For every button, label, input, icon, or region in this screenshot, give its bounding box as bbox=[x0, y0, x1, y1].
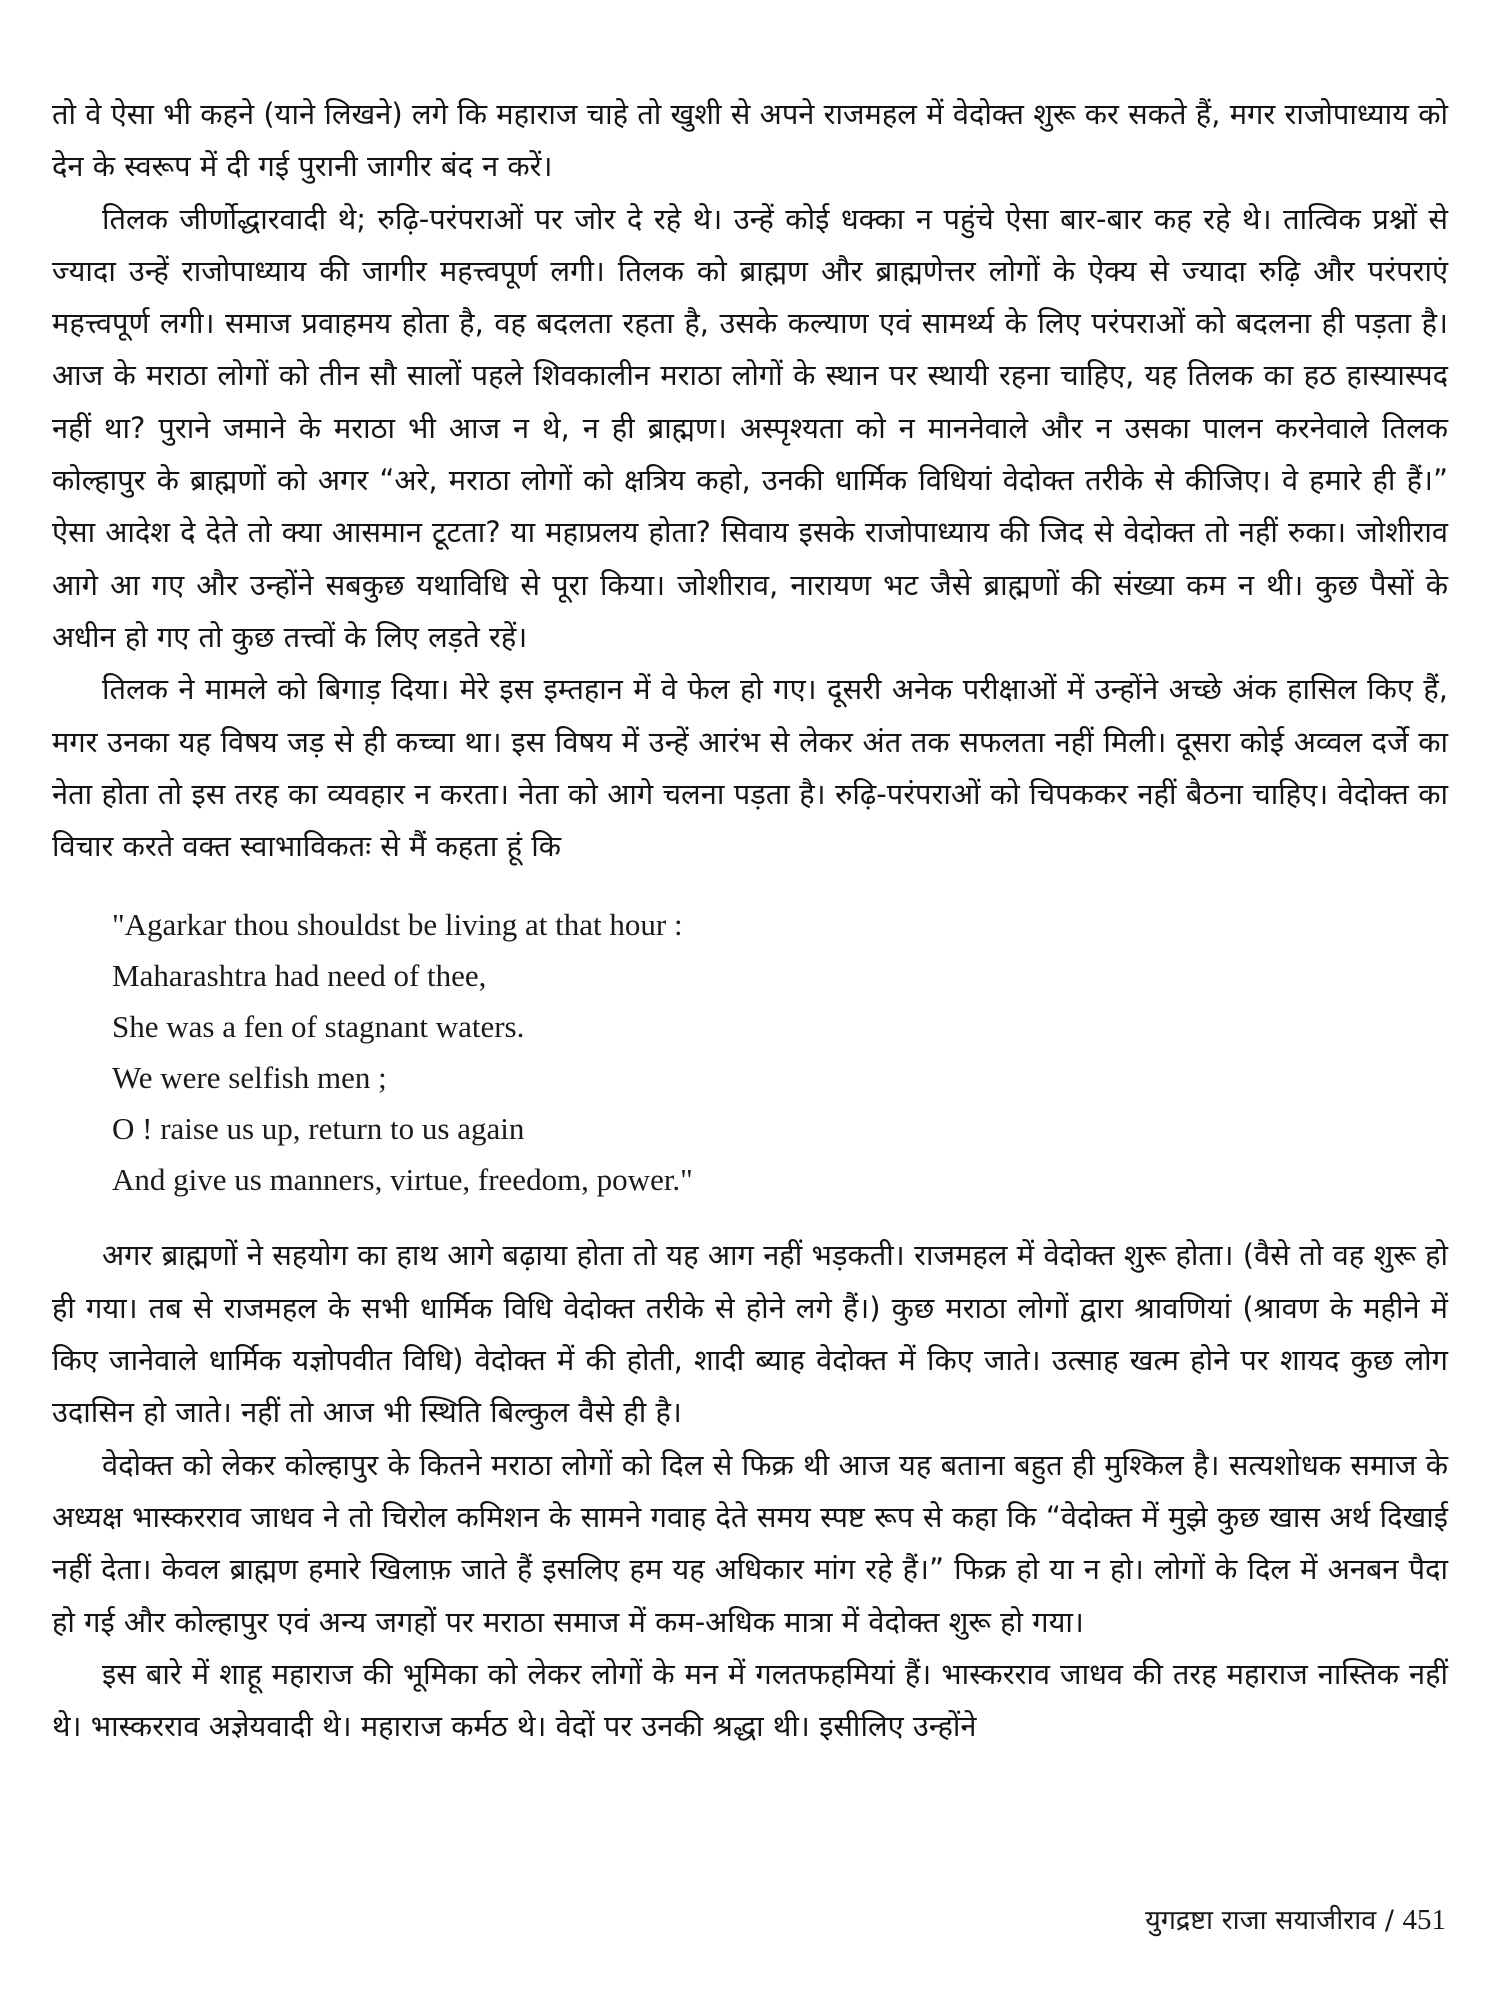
paragraph-3: तिलक ने मामले को बिगाड़ दिया। मेरे इस इम्तहान में वे फेल हो गए। दूसरी अनेक परीक्षाओं में उन्होंने अच्छे अंक हासिल किए हैं, मगर उनका यह विषय जड़ से ही कच्चा था। इस विषय में उन्हें आरंभ से लेकर अंत तक सफलता नहीं मिली। दूसरा कोई अव्वल दर्जे का नेता होता तो इस तरह का व्यवहार न करता। नेता को आगे चलना पड़ता है। रुढ़ि-परंपराओं को चिपककर नहीं बैठना चाहिए। वेदोक्त का विचार करते वक्त स्वाभाविकतः से मैं कहता हूं कि bbox=[52, 672, 1448, 864]
paragraph-5: वेदोक्त को लेकर कोल्हापुर के कितने मराठा लोगों को दिल से फिक्र थी आज यह बताना बहुत ही मुश्किल है। सत्यशोधक समाज के अध्यक्ष भास्करराव जाधव ने तो चिरोल कमिशन के सामने गवाह देते समय स्पष्ट रूप से कहा कि “वेदोक्त में मुझे कुछ खास अर्थ दिखाई नहीं देता। केवल ब्राह्मण हमारे खिलाफ़ जाते हैं इसलिए हम यह अधिकार मांग रहे हैं।” फिक्र हो या न हो। लोगों के दिल में अनबन पैदा हो गई और कोल्हापुर एवं अन्य जगहों पर मराठा समाज में कम-अधिक मात्रा में वेदोक्त शुरू हो गया। bbox=[52, 1447, 1448, 1639]
paragraph-6: इस बारे में शाहू महाराज की भूमिका को लेकर लोगों के मन में गलतफहमियां हैं। भास्करराव जाधव की तरह महाराज नास्तिक नहीं थे। भास्करराव अज्ञेयवादी थे। महाराज कर्मठ थे। वेदों पर उनकी श्रद्धा थी। इसीलिए उन्होंने bbox=[52, 1656, 1448, 1744]
poem-line: We were selfish men ; bbox=[112, 1060, 387, 1096]
poem-line: And give us manners, virtue, freedom, power." bbox=[112, 1162, 693, 1198]
paragraph-4: अगर ब्राह्मणों ने सहयोग का हाथ आगे बढ़ाया होता तो यह आग नहीं भड़कती। राजमहल में वेदोक्त शुरू होता। (वैसे तो वह शुरू हो ही गया। तब से राजमहल के सभी धार्मिक विधि वेदोक्त तरीके से होने लगे हैं।) कुछ मराठा लोगों द्वारा श्रावणियां (श्रावण के महीने में किए जानेवाले धार्मिक यज्ञोपवीत विधि) वेदोक्त में की होती, शादी ब्याह वेदोक्त में किए जाते। उत्साह खत्म होने पर शायद कुछ लोग उदासिन हो जाते। नहीं तो आज भी स्थिति बिल्कुल वैसे ही है। bbox=[52, 1238, 1448, 1430]
page-footer bbox=[1145, 1900, 1446, 1937]
paragraph-2: तिलक जीर्णोद्धारवादी थे; रुढ़ि-परंपराओं पर जोर दे रहे थे। उन्हें कोई धक्का न पहुंचे ऐसा बार-बार कह रहे थे। तात्विक प्रश्नों से ज्यादा उन्हें राजोपाध्याय की जागीर महत्त्वपूर्ण लगी। तिलक को ब्राह्मण और ब्राह्मणेत्तर लोगों के ऐक्य से ज्यादा रुढ़ि और परंपराएं महत्त्वपूर्ण लगी। समाज प्रवाहमय होता है, वह बदलता रहता है, उसके कल्याण एवं सामर्थ्य के लिए परंपराओं को बदलना ही पड़ता है। आज के मराठा लोगों को तीन सौ सालों पहले शिवकालीन मराठा लोगों के स्थान पर स्थायी रहना चाहिए, यह तिलक का हठ हास्यास्पद नहीं था? पुराने जमाने के मराठा भी आज न थे, न ही ब्राह्मण। अस्पृश्यता को न माननेवाले और न उसका पालन करनेवाले तिलक कोल्हापुर के ब्राह्मणों को अगर “अरे, मराठा लोगों को क्षत्रिय कहो, उनकी धार्मिक विधियां वेदोक्त तरीके से कीजिए। वे हमारे ही हैं।” ऐसा आदेश दे देते तो क्या आसमान टूटता? या महाप्रलय होता? सिवाय इसके राजोपाध्याय की जिद से वेदोक्त तो नहीं रुका। जोशीराव आगे आ गए और उन्होंने सबकुछ यथाविधि से पूरा किया। जोशीराव, नारायण भट जैसे ब्राह्मणों की संख्या कम न थी। कुछ पैसों के अधीन हो गए तो कुछ तत्त्वों के लिए लड़ते रहें। bbox=[52, 201, 1448, 654]
poem-line: "Agarkar thou shouldst be living at that hour : bbox=[112, 907, 683, 943]
quoted-poem bbox=[112, 899, 1448, 1205]
footer-book-title: युगद्रष्टा राजा सयाजीराव bbox=[1145, 1905, 1377, 1936]
poem-line: O ! raise us up, return to us again bbox=[112, 1111, 525, 1147]
poem-line: Maharashtra had need of thee, bbox=[112, 958, 487, 994]
footer-separator: / bbox=[1376, 1905, 1403, 1936]
page-body bbox=[52, 88, 1448, 1752]
page-number: 451 bbox=[1402, 1904, 1446, 1936]
paragraph-1: तो वे ऐसा भी कहने (याने लिखने) लगे कि महाराज चाहे तो खुशी से अपने राजमहल में वेदोक्त शुरू कर सकते हैं, मगर राजोपाध्याय को देन के स्वरूप में दी गई पुरानी जागीर बंद न करें। bbox=[52, 97, 1448, 184]
poem-line: She was a fen of stagnant waters. bbox=[112, 1009, 525, 1045]
